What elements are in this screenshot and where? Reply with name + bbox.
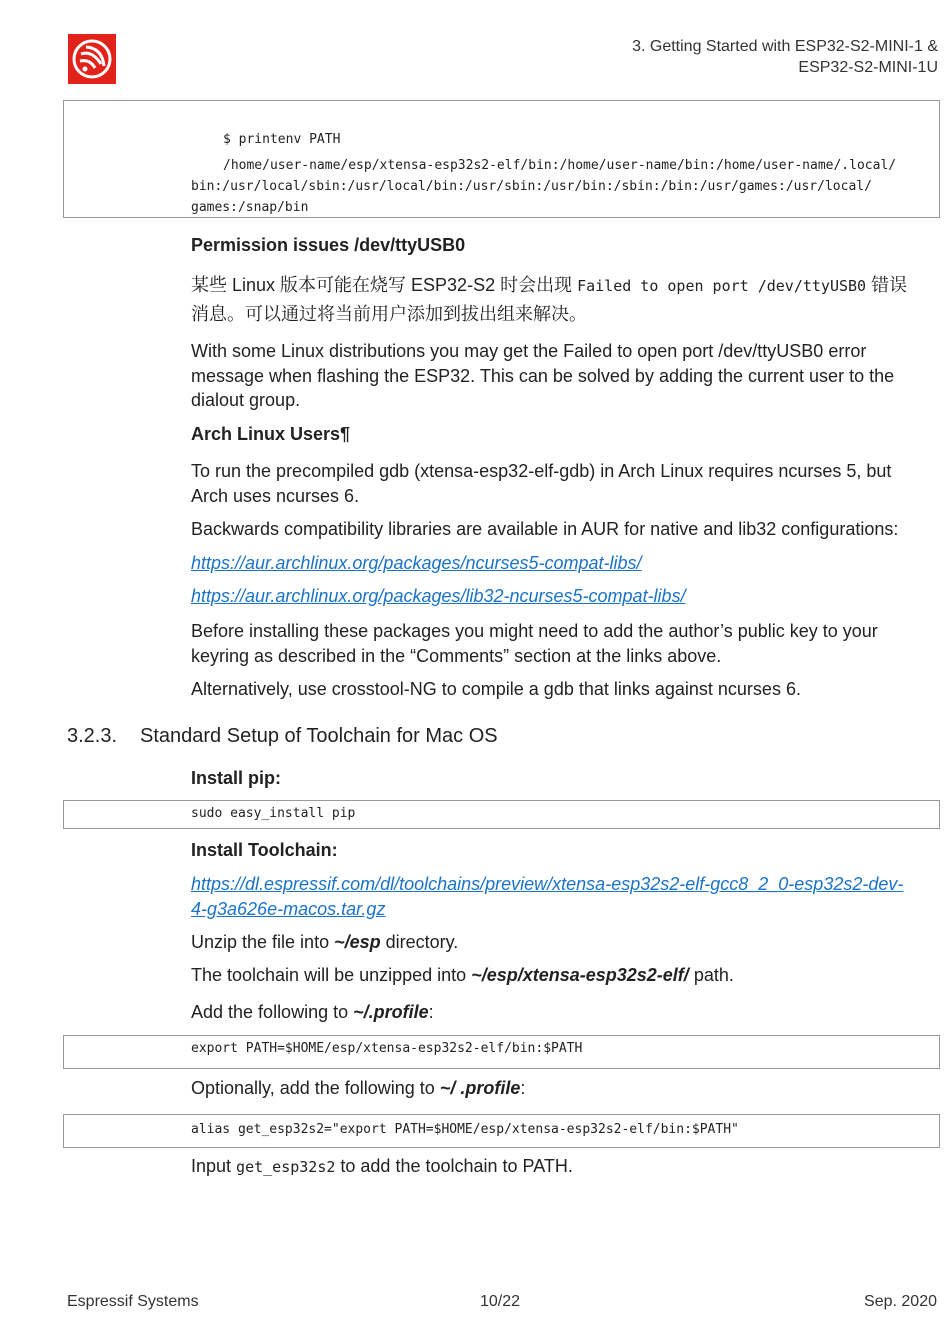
permission-en-paragraph: With some Linux distributions you may get the Failed to open port /dev/ttyUSB0 error message when flashing the ESP32. This can be solved by adding the current user to the dialout group.	[191, 341, 895, 410]
header-title-line2: ESP32-S2-MINI-1U	[798, 59, 938, 76]
cn-text: 某些 Linux 版本可能在烧写 ESP32-S2 时会出现	[191, 275, 578, 295]
alias-code-block	[63, 1114, 940, 1148]
code-line: games:/snap/bin	[191, 200, 309, 215]
espressif-logo	[68, 34, 116, 84]
input-text: to add the toolchain to PATH.	[335, 1156, 573, 1176]
unzipped-text: The toolchain will be unzipped into	[191, 965, 472, 985]
code-line: export PATH=$HOME/esp/xtensa-esp32s2-elf/bin:$PATH	[191, 1041, 583, 1056]
export-code-block	[63, 1035, 940, 1069]
optional-paragraph	[191, 1076, 921, 1101]
footer-date: Sep. 2020	[864, 1293, 937, 1310]
section-title: Standard Setup of Toolchain for Mac OS	[140, 725, 498, 747]
code-line: /home/user-name/esp/xtensa-esp32s2-elf/bin:/home/user-name/bin:/home/user-name/.local/	[223, 158, 897, 173]
esp-dir: ~/esp	[334, 932, 381, 952]
toolchain-download-link[interactable]: https://dl.espressif.com/dl/toolchains/preview/xtensa-esp32s2-elf-gcc8_2_0-esp32s2-dev-4-g3a626e-macos.tar.gz	[191, 874, 904, 919]
profile-file: ~/.profile	[353, 1002, 429, 1022]
install-pip-heading: Install pip:	[191, 768, 281, 788]
unzipped-text: path.	[688, 965, 734, 985]
aur-ncurses5-link[interactable]: https://aur.archlinux.org/packages/ncurses5-compat-libs/	[191, 553, 642, 573]
profile-file: ~/ .profile	[439, 1078, 521, 1098]
add-profile-paragraph	[191, 1000, 921, 1025]
printenv-code-block	[63, 100, 940, 218]
cn-text: 错误消息。可以通过将当前用户添加到拔出组来解决。	[191, 275, 908, 324]
unzip-text: directory.	[380, 932, 459, 952]
pip-code-block	[63, 800, 940, 829]
code-line: bin:/usr/local/sbin:/usr/local/bin:/usr/sbin:/usr/bin:/sbin:/bin:/usr/games:/usr/local/	[191, 179, 872, 194]
add-text: Add the following to	[191, 1002, 354, 1022]
add-text: :	[428, 1002, 434, 1022]
document-header-title	[538, 36, 938, 78]
arch-paragraph-2: Backwards compatibility libraries are available in AUR for native and lib32 configurations:	[191, 519, 899, 539]
footer-company: Espressif Systems	[67, 1293, 199, 1310]
arch-paragraph-4: Alternatively, use crosstool-NG to compile a gdb that links against ncurses 6.	[191, 679, 801, 699]
optional-text: :	[520, 1078, 526, 1098]
error-code-inline: Failed to open port /dev/ttyUSB0	[577, 277, 867, 295]
toolchain-dir: ~/esp/xtensa-esp32s2-elf/	[471, 965, 689, 985]
unzip-text: Unzip the file into	[191, 932, 335, 952]
arch-heading: Arch Linux Users¶	[191, 424, 351, 444]
arch-paragraph-3: Before installing these packages you might need to add the author’s public key to your keyring as described in the “Comments” section at the links above.	[191, 621, 878, 666]
header-title-line1: 3. Getting Started with ESP32-S2-MINI-1 &	[632, 38, 938, 55]
install-toolchain-heading: Install Toolchain:	[191, 840, 338, 860]
code-line: $ printenv PATH	[223, 132, 341, 147]
code-line: alias get_esp32s2="export PATH=$HOME/esp/xtensa-esp32s2-elf/bin:$PATH"	[191, 1122, 739, 1137]
footer-page-number: 10/22	[480, 1293, 521, 1310]
permission-heading: Permission issues /dev/ttyUSB0	[191, 235, 466, 255]
code-line: sudo easy_install pip	[191, 806, 356, 821]
section-number: 3.2.3.	[67, 725, 118, 747]
get-esp32s2-command: get_esp32s2	[236, 1158, 336, 1176]
input-paragraph	[191, 1154, 921, 1180]
optional-text: Optionally, add the following to	[191, 1078, 440, 1098]
unzip-paragraph	[191, 930, 921, 955]
permission-cn-paragraph	[191, 271, 921, 328]
unzipped-paragraph	[191, 963, 921, 988]
input-text: Input	[191, 1156, 237, 1176]
aur-lib32-ncurses5-link[interactable]: https://aur.archlinux.org/packages/lib32-ncurses5-compat-libs/	[191, 586, 686, 606]
arch-paragraph-1: To run the precompiled gdb (xtensa-esp32-elf-gdb) in Arch Linux requires ncurses 5, but Arch uses ncurses 6.	[191, 461, 892, 506]
